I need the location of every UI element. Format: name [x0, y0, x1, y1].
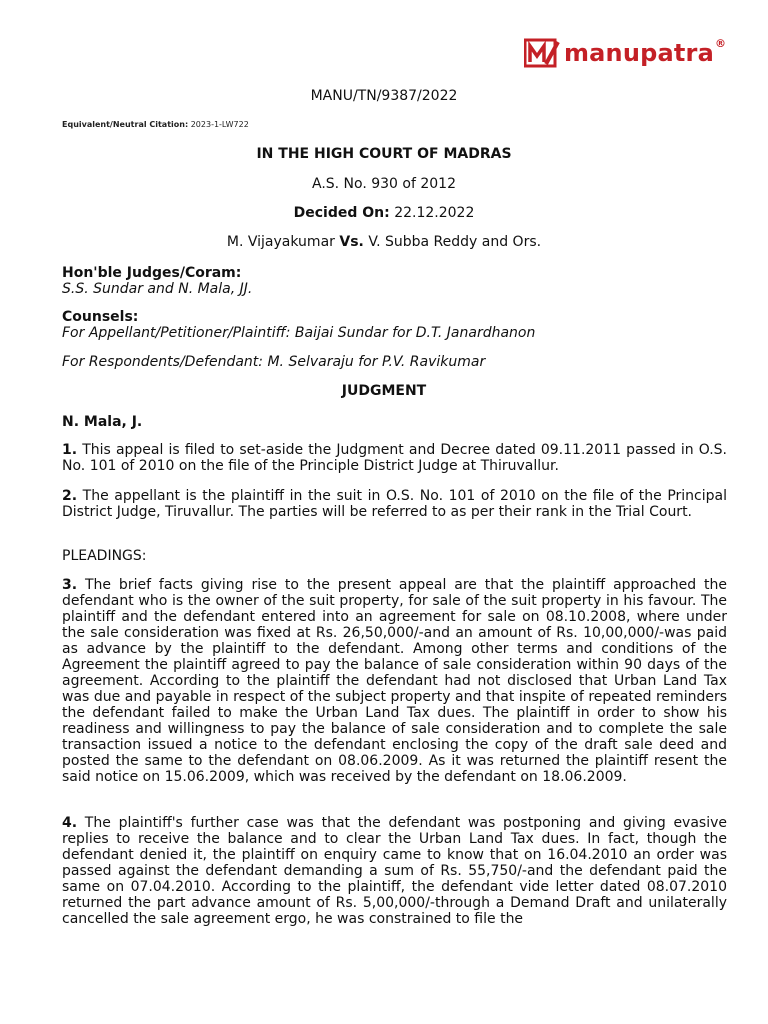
counsel-appellant: For Appellant/Petitioner/Plaintiff: Baijai Sundar for D.T. Janardhanon: [62, 325, 536, 341]
counsel-respondent: For Respondents/Defendant: M. Selvaraju for P.V. Ravikumar: [62, 354, 486, 370]
equivalent-citation-value: 2023-1-LW722: [190, 120, 249, 129]
decided-on-value: 22.12.2022: [394, 205, 475, 221]
paragraph-text: The brief facts giving rise to the present appeal are that the plaintiff approached the defendant who is the owner of the suit property, for sale of the suit property in his favour. The plaintiff and the defendant entered into an agreement for sale on 08.10.2008, where under the sale consideration was fixed at Rs. 26,50,000/-and an amount of Rs. 10,00,000/-was paid as advance by the plaintiff to the defendant. Among other terms and conditions of the Agreement the plaintiff agreed to pay the balance of sale consideration within 90 days of the agreement. According to the plaintiff the defendant had not disclosed that Urban Land Tax was due and payable in respect of the subject property and that inspite of repeated reminders the defendant failed to make the Urban Land Tax dues. The plaintiff in order to show his readiness and willingness to pay the balance of sale consideration and to complete the sale transaction issued a notice to the defendant enclosing the copy of the draft sale deed and posted the same to the defendant on 08.06.2009. As it was returned the plaintiff resent the said notice on 15.06.2009, which was received by the defendant on 18.06.2009.: [62, 577, 727, 785]
coram-judges: S.S. Sundar and N. Mala, JJ.: [62, 281, 253, 297]
paragraph-text: The plaintiff's further case was that the defendant was postponing and giving evasive replies to receive the balance and to clear the Urban Land Tax dues. In fact, though the defendant denied it, the plaintiff on enquiry came to know that on 16.04.2010 an order was passed against the defendant demanding a sum of Rs. 55,750/-and the defendant paid the same on 07.04.2010. According to the plaintiff, the defendant vide letter dated 08.07.2010 returned the part advance amount of Rs. 5,00,000/-through a Demand Draft and unilaterally cancelled the sale agreement ergo, he was constrained to file the: [62, 815, 727, 927]
decided-on: [0, 205, 768, 221]
decided-on-label: Decided On:: [293, 205, 390, 221]
court-name: IN THE HIGH COURT OF MADRAS: [256, 146, 512, 162]
equivalent-citation-label: Equivalent/Neutral Citation:: [62, 120, 189, 129]
pleadings-heading: PLEADINGS:: [62, 548, 147, 564]
manupatra-logo: [524, 36, 726, 70]
paragraph-text: The appellant is the plaintiff in the suit in O.S. No. 101 of 2010 on the file of the Principal District Judge, Tiruvallur. The parties will be referred to as per their rank in the Trial Court.: [62, 488, 727, 520]
respondent-name: V. Subba Reddy and Ors.: [368, 234, 542, 250]
parties: [0, 234, 768, 250]
paragraph-3: [62, 577, 727, 785]
judgment-author: N. Mala, J.: [62, 414, 143, 430]
manupatra-logo-icon: [524, 38, 560, 68]
equivalent-citation: [62, 120, 249, 129]
paragraph-2: [62, 488, 727, 520]
case-number: A.S. No. 930 of 2012: [311, 176, 456, 192]
paragraph-number: 1.: [62, 442, 78, 458]
registered-mark: ®: [715, 36, 726, 50]
appellant-name: M. Vijayakumar: [226, 234, 335, 250]
paragraph-number: 2.: [62, 488, 78, 504]
paragraph-number: 4.: [62, 815, 78, 831]
paragraph-4: [62, 815, 727, 927]
paragraph-number: 3.: [62, 577, 78, 593]
counsels-heading: Counsels:: [62, 309, 139, 325]
versus-label: Vs.: [339, 234, 364, 250]
paragraph-1: [62, 442, 727, 474]
paragraph-text: This appeal is filed to set-aside the Judgment and Decree dated 09.11.2011 passed in O.S. No. 101 of 2010 on the file of the Principle District Judge at Thiruvallur.: [62, 442, 727, 474]
logo-text: manupatra: [563, 39, 714, 67]
judgment-heading: JUDGMENT: [341, 383, 427, 399]
citation-number: MANU/TN/9387/2022: [310, 88, 458, 104]
coram-heading: Hon'ble Judges/Coram:: [62, 265, 242, 281]
